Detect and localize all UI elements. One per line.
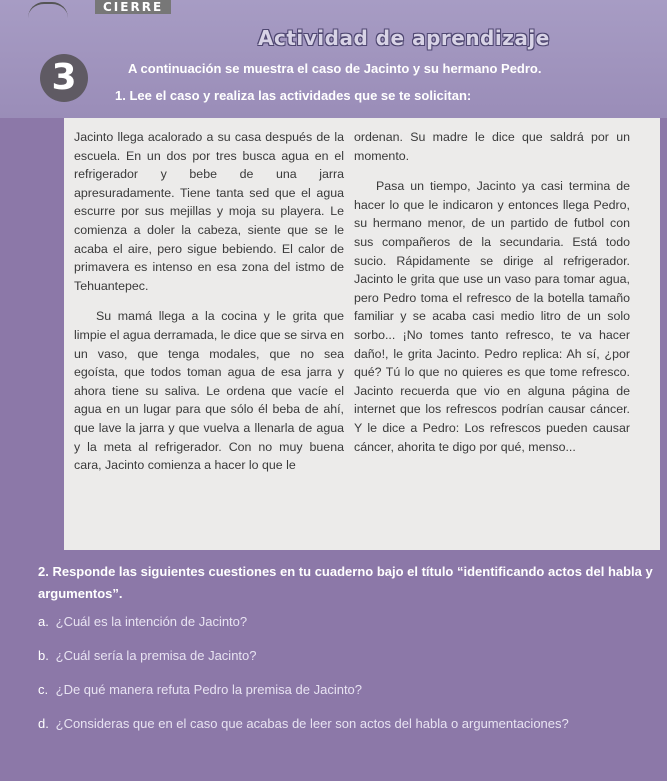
story-column-right	[354, 128, 630, 468]
story-paragraph: ordenan. Su madre le dice que saldrá por un momento.	[354, 130, 630, 163]
story-panel	[64, 118, 660, 550]
question-item	[38, 647, 658, 665]
intro-text: A continuación se muestra el caso de Jacinto y su hermano Pedro.	[128, 61, 542, 76]
story-paragraph: Jacinto llega acalorado a su casa después de la escuela. En un dos por tres busca agua en el refrigerador y bebe de una jarra apresuradamente. Tiene tanta sed que el agua escurre por sus mejillas y moja su playera. Le comienza a doler la cabeza, siente que se le acaba el aire, pero sigue bebiendo. El calor de primavera es intenso en esa zona del istmo de Tehuantepec.	[74, 130, 344, 293]
story-paragraph: Su mamá llega a la cocina y le grita que limpie el agua derramada, le dice que se sirva en un vaso, que tenga modales, que no sea egoísta, que todos toman agua de esa jarra y ahora tiene su saliva. Le ordena que vacíe el agua en un lugar para que sólo él beba de ahí, que lave la jarra y que vuelva a llenarla de agua y la meta al refrigerador. Con no muy buena cara, Jacinto comienza a hacer lo que le	[74, 309, 344, 473]
questions-section	[38, 561, 658, 749]
activity-title: Actividad de aprendizaje	[258, 26, 550, 50]
question-letter: c.	[38, 682, 49, 697]
story-paragraph: Pasa un tiempo, Jacinto ya casi termina de hacer lo que le indicaron y entonces llega Pedro, su hermano menor, de un partido de futbol con sus compañeros de la secundaria. Está todo sucio. Rápidamente se dirige al refrigerador. Jacinto le grita que use un vaso para tomar agua, pero Pedro toma el refresco de la botella tamaño familiar y se acaba casi medio litro de un solo sorbo... ¡No tomes tanto refresco, te va hacer daño!, le grita Jacinto. Pedro replica: Ah sí, ¿por qué? Tú lo que no quieres es que tome refresco. Jacinto recuerda que vio en alguna página de internet que los refrescos podrían causar cáncer. Y le dice a Pedro: Los refrescos pueden causar cáncer, ahorita te digo por qué, menso...	[354, 179, 630, 454]
question-item	[38, 715, 658, 733]
question-letter: a.	[38, 614, 49, 629]
question-item	[38, 613, 658, 631]
question-letter: d.	[38, 716, 49, 731]
question-text: ¿Consideras que en el caso que acabas de leer son actos del habla o argumentaciones?	[55, 716, 569, 731]
question-text: ¿Cuál sería la premisa de Jacinto?	[55, 648, 257, 663]
question-item	[38, 681, 658, 699]
instruction-1: 1. Lee el caso y realiza las actividades que se te solicitan:	[115, 88, 472, 103]
questions-list	[38, 613, 658, 733]
question-text: ¿Cuál es la intención de Jacinto?	[55, 614, 248, 629]
question-text: ¿De qué manera refuta Pedro la premisa de Jacinto?	[55, 682, 363, 697]
story-column-left	[74, 128, 344, 487]
section-label: CIERRE	[95, 0, 171, 14]
question-letter: b.	[38, 648, 49, 663]
activity-number-badge: 3	[40, 54, 88, 102]
questions-title: 2. Responde las siguientes cuestiones en tu cuaderno bajo el título “identificando actos del habla y argumentos”.	[38, 564, 653, 601]
